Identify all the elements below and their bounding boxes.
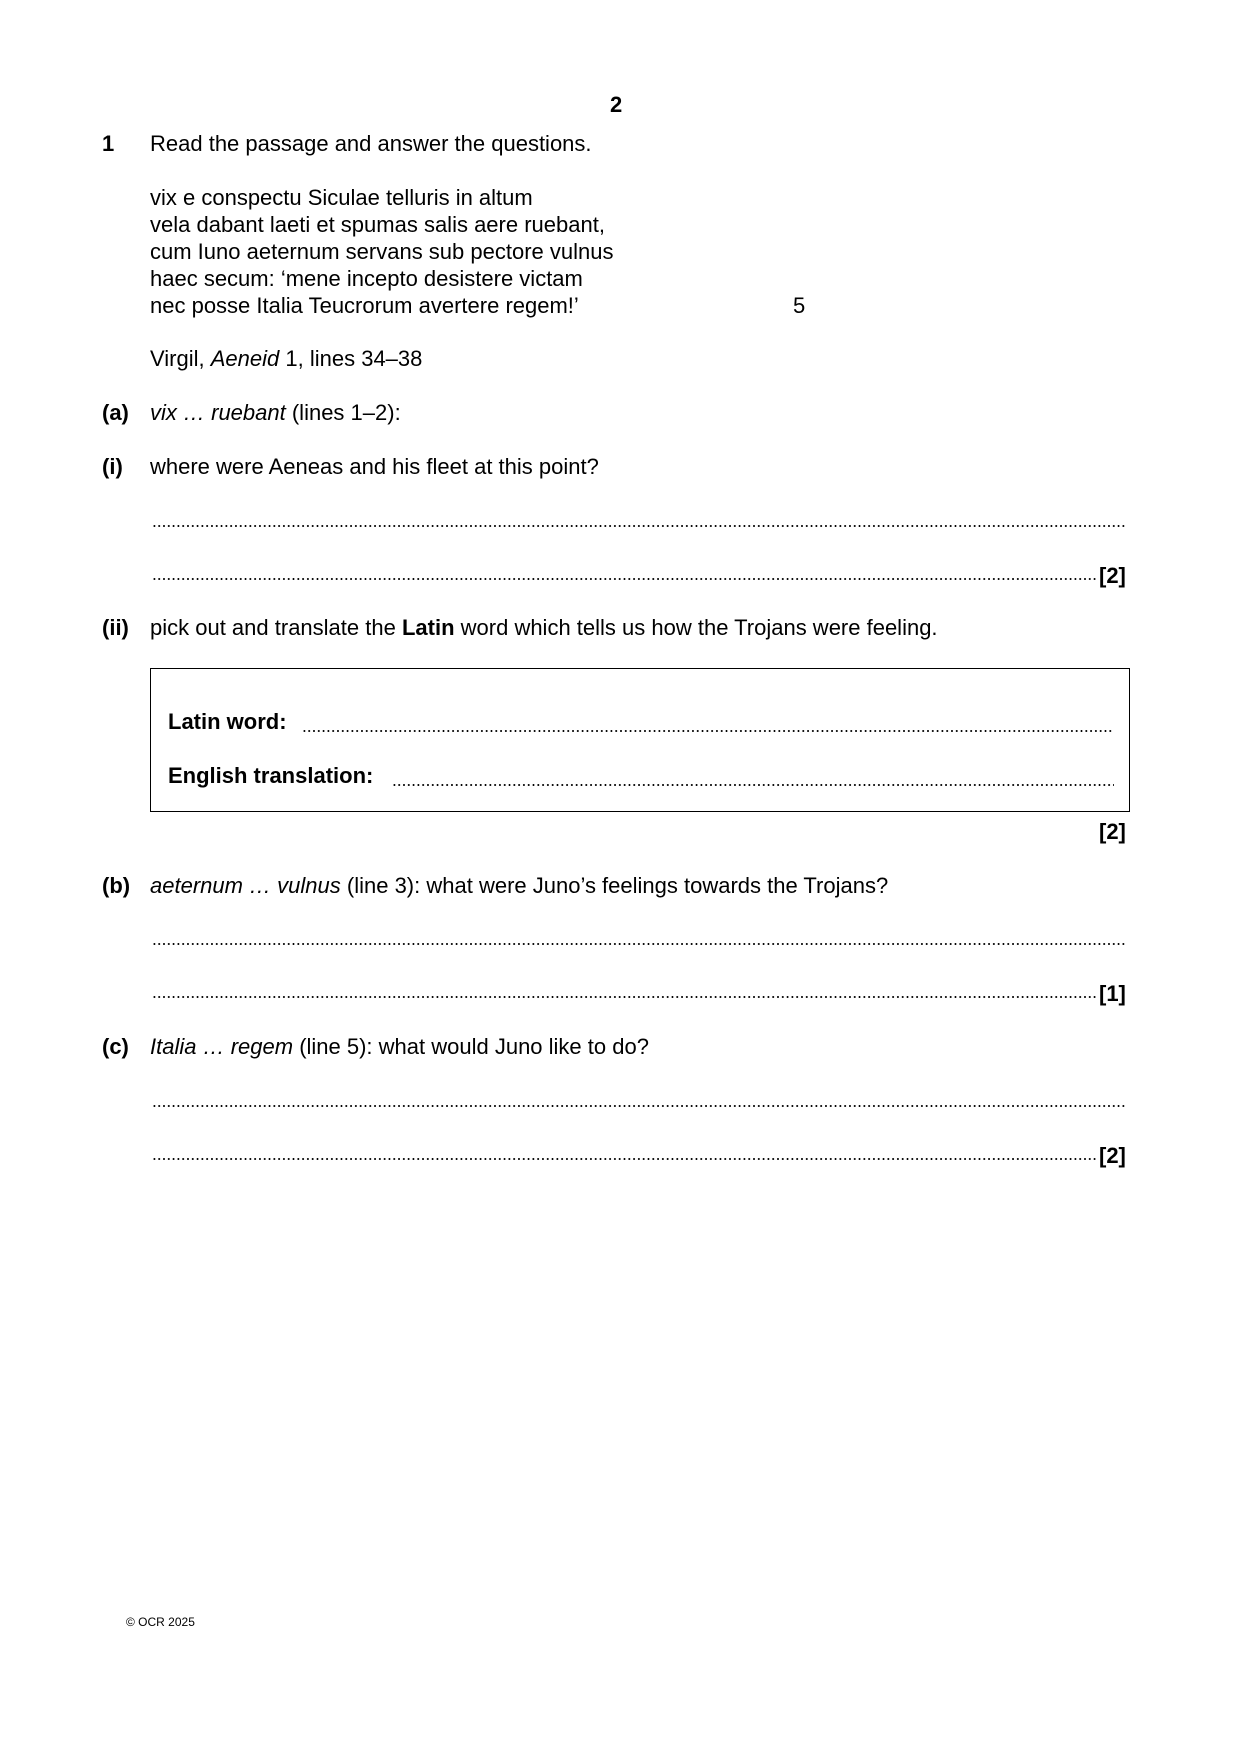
part-c-label: (c) (102, 1034, 129, 1059)
answer-line[interactable] (152, 941, 1127, 947)
answer-line[interactable] (152, 523, 1127, 529)
marks-label: [2] (1099, 819, 1126, 844)
copyright-footer: © OCR 2025 (126, 1615, 195, 1629)
part-b-label: (b) (102, 873, 131, 898)
answer-line[interactable] (152, 994, 1097, 1000)
part-a-text: vix … ruebant (lines 1–2): (150, 400, 401, 425)
part-b-question: aeternum … vulnus (line 3): what were Juno’s feelings towards the Trojans? (150, 873, 889, 898)
passage-line: haec secum: ‘mene incepto desistere victam (150, 266, 583, 291)
latin-word-answer-line[interactable] (302, 728, 1114, 734)
page-number: 2 (610, 92, 623, 117)
question-instruction: Read the passage and answer the questions. (150, 131, 592, 156)
part-a-ii-question: pick out and translate the Latin word which tells us how the Trojans were feeling. (150, 615, 938, 640)
answer-line[interactable] (152, 1156, 1097, 1162)
passage-line: cum Iuno aeternum servans sub pectore vulnus (150, 239, 614, 264)
marks-label: [1] (1099, 981, 1126, 1006)
passage-line: nec posse Italia Teucrorum avertere regem!’ (150, 293, 579, 318)
part-a-label: (a) (102, 400, 129, 425)
marks-label: [2] (1099, 563, 1126, 588)
answer-box (150, 668, 1130, 812)
question-number: 1 (102, 131, 115, 156)
part-a-ii-label: (ii) (102, 615, 129, 640)
part-c-question: Italia … regem (line 5): what would Juno like to do? (150, 1034, 649, 1059)
latin-word-label: Latin word: (168, 709, 287, 734)
passage-line: vela dabant laeti et spumas salis aere ruebant, (150, 212, 605, 237)
answer-line[interactable] (152, 576, 1097, 582)
line-number-marker: 5 (793, 293, 806, 318)
english-translation-label: English translation: (168, 763, 374, 788)
part-a-i-question: where were Aeneas and his fleet at this point? (150, 454, 599, 479)
passage-line: vix e conspectu Siculae telluris in altum (150, 185, 533, 210)
passage-source: Virgil, Aeneid 1, lines 34–38 (150, 346, 423, 371)
answer-line[interactable] (152, 1103, 1127, 1109)
part-a-i-label: (i) (102, 454, 123, 479)
marks-label: [2] (1099, 1143, 1126, 1168)
english-translation-answer-line[interactable] (392, 782, 1114, 788)
